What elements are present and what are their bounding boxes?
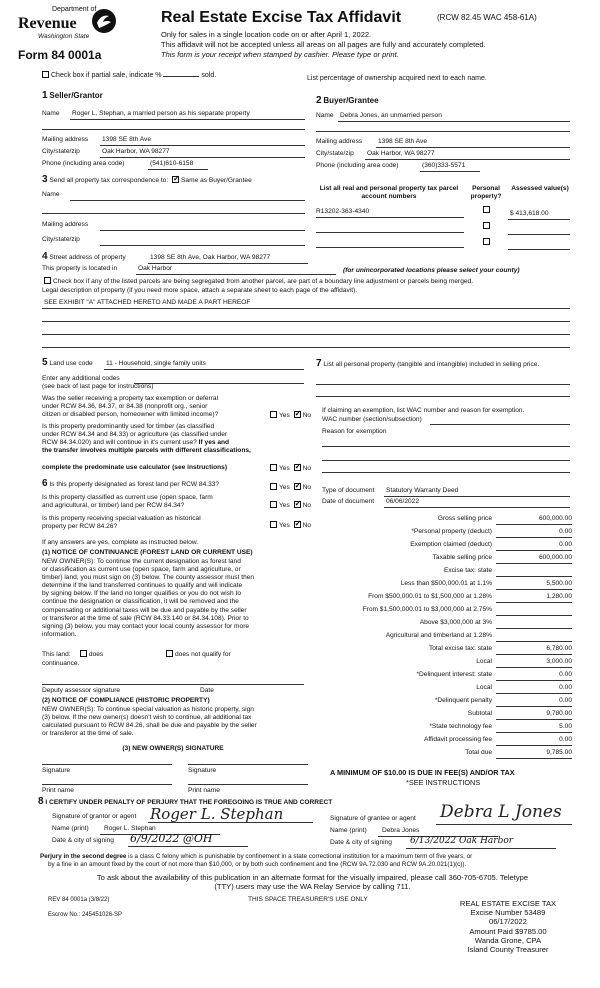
- grantor-date-label: Date & city of signing: [52, 837, 114, 844]
- partial-sale-checkbox[interactable]: [42, 71, 49, 78]
- tax-row-label: Agricultural and timberland at 1.28%: [385, 632, 492, 639]
- notice2-title: (2) NOTICE OF COMPLIANCE (HISTORIC PROPERTY): [42, 697, 210, 704]
- this-land: This land: does: [42, 651, 104, 658]
- parcel-col-header: List all real and personal property tax parcel account numbers: [319, 185, 459, 200]
- tax-row: [320, 580, 576, 592]
- tax-row-value[interactable]: [496, 632, 572, 642]
- seller-phone[interactable]: (541)610-6158: [150, 160, 194, 167]
- grantor-name[interactable]: Roger L. Stephan: [104, 825, 156, 832]
- tax-row-value[interactable]: 9,785.00: [496, 749, 572, 759]
- header-line3: This form is your receipt when stamped by cashier. Please type or print.: [161, 50, 399, 59]
- historic-question: Is this property receiving special valuation as historical property per RCW 84.26?: [42, 515, 201, 530]
- buyer-name[interactable]: Debra Jones, an unmarried person: [340, 112, 442, 119]
- tax-row: [320, 749, 576, 761]
- tax-row-value[interactable]: 5,500.00: [496, 580, 572, 590]
- land-use-code[interactable]: 11 - Household, single family units: [106, 360, 206, 367]
- property-street[interactable]: 1398 SE 8th Ave, Oak Harbor, WA 98277: [150, 254, 271, 261]
- notice3-title: (3) NEW OWNER(S) SIGNATURE: [122, 745, 224, 752]
- minimum-note: A MINIMUM OF $10.00 IS DUE IN FEE(S) AND/OR TAX: [330, 768, 515, 777]
- revenue-logo: [18, 6, 118, 46]
- historic-yes-checkbox[interactable]: [270, 521, 277, 528]
- located-label: This property is located in: [42, 265, 118, 272]
- tax-row-label: Total excise tax: state: [428, 645, 492, 652]
- parcel-number[interactable]: R13202-363-4340: [316, 208, 370, 215]
- tax-row: [320, 541, 576, 553]
- dept-label: Department of: [52, 6, 97, 13]
- tax-row-value[interactable]: 0.00: [496, 697, 572, 707]
- tax-row: [320, 671, 576, 683]
- current-use-yes-no: Yes ✓ No: [268, 501, 311, 510]
- deputy-label: Deputy assessor signature: [42, 687, 121, 694]
- notice1-text: NEW OWNER(S): To continue the current designation as forest land or classification as current use (open space, farm and agriculture, or timber) land, you must sign on (3) below. The county assessor must then determine if the land transferred continues to qualify and will indicate by signing below. If the land no longer qualifies or you do not wish to continue the designation or classification, it will be removed and the compensating or additional taxes will be due and payable by the seller or transferor at the time of sale (RCW 84.33.140 or 84.34.108). Prior to signing (3) below, you may contact your local county assessor for more information.: [42, 558, 255, 638]
- tax-row-label: Total due: [465, 749, 492, 756]
- tax-row: [320, 736, 576, 748]
- grantee-signature[interactable]: Debra L Jones: [440, 802, 562, 822]
- personal-col-header: Personal property?: [470, 185, 502, 200]
- notice2-text: NEW OWNER(S): To continue special valuation as historic property, sign (3) below. If the new owner(s) doesn't wish to continue, all additional tax calculated pursuant to RCW 84.26, shall be due and payable by the seller or transferor at the time of sale.: [42, 706, 257, 738]
- tax-row: [320, 606, 576, 618]
- wa-logo-icon: [91, 8, 117, 34]
- calculator-line: complete the predominate use calculator (see instructions): [42, 464, 228, 471]
- personal-checkbox-3[interactable]: [483, 238, 490, 245]
- tax-row: [320, 645, 576, 657]
- section4-heading: 4 Street address of property: [42, 251, 126, 262]
- tax-row-value[interactable]: 600,000.00: [496, 515, 572, 525]
- see-instructions: *SEE INSTRUCTIONS: [406, 778, 481, 787]
- tax-row: [320, 632, 576, 644]
- tax-row-label: Exemption claimed (deduct): [410, 541, 492, 548]
- continuance-label: continuance.: [42, 660, 80, 667]
- tax-row-value[interactable]: [496, 606, 572, 616]
- new-owner-sig-label-2: Signature: [188, 767, 217, 774]
- s3-mail-label: Mailing address: [42, 221, 89, 228]
- notice1-title: (1) NOTICE OF CONTINUANCE (FOREST LAND OR CURRENT USE): [42, 549, 253, 556]
- tax-row-label: Subtotal: [467, 710, 492, 717]
- tax-row-label: Taxable selling price: [432, 554, 492, 561]
- perjury-note: Perjury in the second degree is a class C felony which is punishable by confinement in a state correctional institution for a maximum term of five years, or by a fine in an amount fixed by the court of not more than $10,000, or by both such confinement and fine (RCW 9A.72.030 and RCW 9A.20.021(1)(c)).: [40, 853, 473, 868]
- tax-row-value[interactable]: 3,000.00: [496, 658, 572, 668]
- new-owner-sig-label-1: Signature: [42, 767, 71, 774]
- tax-row-value[interactable]: 6,780.00: [496, 645, 572, 655]
- grantee-date[interactable]: 6/13/2022 Oak Harbor: [410, 836, 514, 846]
- personal-checkbox-1[interactable]: [483, 206, 490, 213]
- doc-type-label: Type of document: [322, 487, 375, 494]
- seller-phone-label: Phone (including area code): [42, 160, 125, 167]
- timber-yes-checkbox[interactable]: [270, 464, 277, 471]
- tax-row-label: Less than $500,000.01 at 1.1%: [400, 580, 492, 587]
- s3-city-label: City/state/zip: [42, 236, 80, 243]
- buyer-mail-label: Mailing address: [316, 138, 363, 145]
- tax-row-label: Gross selling price: [437, 515, 492, 522]
- tax-row: [320, 619, 576, 631]
- buyer-mail[interactable]: 1398 SE 8th Ave: [378, 138, 428, 145]
- section8-heading: 8 I CERTIFY UNDER PENALTY OF PERJURY THAT THE FOREGOING IS TRUE AND CORRECT: [38, 796, 333, 807]
- grantee-name-label: Name (print): [330, 827, 367, 834]
- escrow-number: Escrow No.: 245451026-SP: [48, 912, 123, 918]
- section2-heading: 2 Buyer/Grantee: [316, 95, 379, 106]
- located-value[interactable]: Oak Harbor: [138, 265, 173, 272]
- timber-yes-no: Yes ✓ No: [268, 464, 311, 473]
- buyer-city[interactable]: Oak Harbor, WA 98277: [367, 150, 435, 157]
- tax-row: [320, 567, 576, 579]
- treasurer-stamp: REAL ESTATE EXCISE TAX Excise Number 53489 06/17/2022 Amount Paid $9785.00 Wanda Grone, CPA Island County Treasurer: [459, 899, 557, 955]
- same-as-buyer-checkbox[interactable]: [172, 176, 179, 183]
- tax-row-value[interactable]: 0.00: [496, 671, 572, 681]
- grantee-name[interactable]: Debra Jones: [382, 827, 420, 834]
- grantor-sig-label: Signature of grantor or agent: [52, 813, 137, 820]
- seller-city-label: City/state/zip: [42, 148, 80, 155]
- page-title: Real Estate Excise Tax Affidavit: [161, 9, 402, 26]
- tax-row-label: *Delinquent interest: state: [416, 671, 492, 678]
- section7-heading: 7 List all personal property (tangible and intangible) included in selling price.: [316, 358, 540, 369]
- if-any-note: If any answers are yes, complete as instructed below.: [42, 539, 199, 546]
- treasurer-label: THIS SPACE TREASURER'S USE ONLY: [248, 896, 368, 903]
- segregate-checkbox[interactable]: [44, 277, 51, 284]
- tax-row-value[interactable]: 0.00: [496, 736, 572, 746]
- exemption-note: If claiming an exemption, list WAC number and reason for exemption.: [322, 407, 525, 414]
- revision: REV 84 0001a (3/8/22): [48, 897, 110, 903]
- forest-yes-checkbox[interactable]: [270, 483, 277, 490]
- reason-label: Reason for exemption: [322, 428, 387, 435]
- current-use-no-checkbox[interactable]: [294, 501, 301, 508]
- tax-row: [320, 515, 576, 527]
- seller-mail[interactable]: 1398 SE 8th Ave: [102, 136, 152, 143]
- assessed-value[interactable]: $ 413,618.00: [510, 210, 549, 217]
- exemption-no-checkbox[interactable]: [294, 411, 301, 418]
- tax-row-value[interactable]: 5.00: [496, 723, 572, 733]
- rcw-ref: (RCW 82.45 WAC 458-61A): [437, 13, 537, 22]
- tax-row: [320, 710, 576, 722]
- tax-row: [320, 723, 576, 735]
- exemption-yes-no: Yes ✓ No: [268, 411, 311, 420]
- grantor-date[interactable]: 6/9/2022 @OH: [130, 832, 213, 845]
- codes-label-1: Enter any additional codes: [42, 375, 120, 382]
- tax-row-label: Local: [476, 658, 492, 665]
- tax-row-value[interactable]: 9,780.00: [496, 710, 572, 720]
- tax-row-value[interactable]: 1,280.00: [496, 593, 572, 603]
- grantor-signature[interactable]: Roger L. Stephan: [150, 805, 284, 823]
- tax-row-label: Local: [476, 684, 492, 691]
- section3-heading: 3 Send all property tax correspondence to: ✓ Same as Buyer/Grantee: [42, 174, 252, 186]
- doc-date[interactable]: 06/06/2022: [386, 498, 420, 505]
- ownership-note: List percentage of ownership acquired next to each name.: [307, 75, 487, 82]
- segregate-note: Check box if any of the listed parcels are being segregated from another parcel, are part of a boundary line adjustment or parcels being merged.: [42, 277, 572, 286]
- section1-heading: 1 Seller/Grantor: [42, 90, 103, 101]
- codes-label-2: (see back of last page for instructions): [42, 383, 154, 390]
- does-not-qualify: does not qualify for: [164, 650, 231, 659]
- tax-row-label: Excise tax: state: [443, 567, 492, 574]
- tax-row-label: From $500,000.01 to $1,500,000 at 1.28%: [368, 593, 492, 600]
- accessibility-note: To ask about the availability of this publication in an alternate format for the visually impaired, please call 360-705-6705. Teletype (TTY) users may use the WA Relay Service by calling 711.: [96, 873, 529, 892]
- state-label: Washington State: [38, 33, 90, 40]
- does-not-checkbox[interactable]: [166, 650, 173, 657]
- tax-row-value[interactable]: 600,000.00: [496, 554, 572, 564]
- buyer-name-label: Name: [316, 112, 334, 119]
- header-line1: Only for sales in a single location code on or after April 1, 2022.: [161, 30, 372, 39]
- current-use-question: Is this property classified as current use (open space, farm and agricultural, or timber) land per RCW 84.34?: [42, 494, 213, 509]
- seller-mail-label: Mailing address: [42, 136, 89, 143]
- grantee-date-label: Date & city of signing: [330, 839, 392, 846]
- doc-type[interactable]: Statutory Warranty Deed: [386, 487, 459, 494]
- wac-label: WAC number (section/subsection): [322, 416, 422, 423]
- tax-row-label: Affidavit processing fee: [423, 736, 492, 743]
- legal-note: Legal description of property (if you need more space, attach a separate sheet to each page of the affidavit).: [42, 287, 358, 294]
- assessed-col-header: Assessed value(s): [511, 185, 569, 192]
- deputy-date-label: Date: [200, 687, 214, 694]
- personal-checkboxes: [481, 206, 492, 247]
- tax-row: [320, 528, 576, 540]
- timber-no-checkbox[interactable]: [294, 464, 301, 471]
- tax-row: [320, 593, 576, 605]
- exemption-question: Was the seller receiving a property tax exemption or deferral under RCW 84.36, 84.37, or 84.38 (nonprofit org., senior citizen or disabled person, homeowner with limited income)?: [42, 395, 219, 418]
- doc-date-label: Date of document: [322, 498, 375, 505]
- section6-heading: 6 Is this property designated as forest land per RCW 84.33?: [42, 478, 220, 489]
- historic-yes-no: Yes ✓ No: [268, 521, 311, 530]
- tax-row-label: *State technology fee: [429, 723, 492, 730]
- tax-row: [320, 554, 576, 566]
- tax-row-value[interactable]: 0.00: [496, 528, 572, 538]
- seller-city[interactable]: Oak Harbor, WA 98277: [102, 148, 170, 155]
- revenue-label: Revenue: [18, 15, 77, 32]
- new-owner-print-2: Print name: [188, 787, 220, 794]
- timber-question: Is this property predominantly used for timber (as classified under RCW 84.34 and 84.33) or agriculture (as classified under RCW 84.34.020) and will continue in it's current use? If yes and the transfer involves multiple parcels with different classifications,: [42, 423, 251, 454]
- s3-name-label: Name: [42, 191, 60, 198]
- forest-no-checkbox[interactable]: [294, 483, 301, 490]
- seller-name-label: Name: [42, 110, 60, 117]
- tax-row-label: Above $3,000,000 at 3%: [419, 619, 492, 626]
- personal-checkbox-2[interactable]: [483, 222, 490, 229]
- tax-row-label: From $1,500,000.01 to $3,000,000 at 2.75%: [362, 606, 492, 613]
- new-owner-print-1: Print name: [42, 787, 74, 794]
- tax-row-label: *Delinquent penalty: [434, 697, 492, 704]
- tax-row: [320, 658, 576, 670]
- grantee-sig-label: Signature of grantee or agent: [330, 815, 416, 822]
- buyer-city-label: City/state/zip: [316, 150, 354, 157]
- form-number: Form 84 0001a: [18, 48, 102, 62]
- grantor-name-label: Name (print): [52, 825, 89, 832]
- unincorporated-note: (for unincorporated locations please select your county): [343, 267, 520, 274]
- seller-name[interactable]: Roger L. Stephan, a married person as his separate property: [72, 110, 250, 117]
- current-use-yes-checkbox[interactable]: [270, 501, 277, 508]
- historic-no-checkbox[interactable]: [294, 521, 301, 528]
- legal-description[interactable]: SEE EXHIBIT "A" ATTACHED HERETO AND MADE A PART HEREOF: [44, 299, 251, 306]
- header-line2: This affidavit will not be accepted unless all areas on all pages are fully and accurately completed.: [161, 40, 486, 49]
- tax-row-label: *Personal property (deduct): [411, 528, 492, 535]
- exemption-yes-checkbox[interactable]: [270, 411, 277, 418]
- section5-heading: 5 Land use code: [42, 357, 93, 368]
- tax-row-value[interactable]: 0.00: [496, 684, 572, 694]
- buyer-phone-label: Phone (including area code): [316, 162, 399, 169]
- tax-row: [320, 697, 576, 709]
- tax-row: [320, 684, 576, 696]
- tax-row-value[interactable]: [496, 567, 572, 577]
- buyer-phone[interactable]: (360)333-5571: [422, 162, 466, 169]
- forest-yes-no: Yes ✓ No: [268, 483, 311, 492]
- does-checkbox[interactable]: [80, 650, 87, 657]
- tax-row-value[interactable]: [496, 619, 572, 629]
- tax-row-value[interactable]: 0.00: [496, 541, 572, 551]
- partial-sale: Check box if partial sale, indicate % sold.: [40, 71, 216, 80]
